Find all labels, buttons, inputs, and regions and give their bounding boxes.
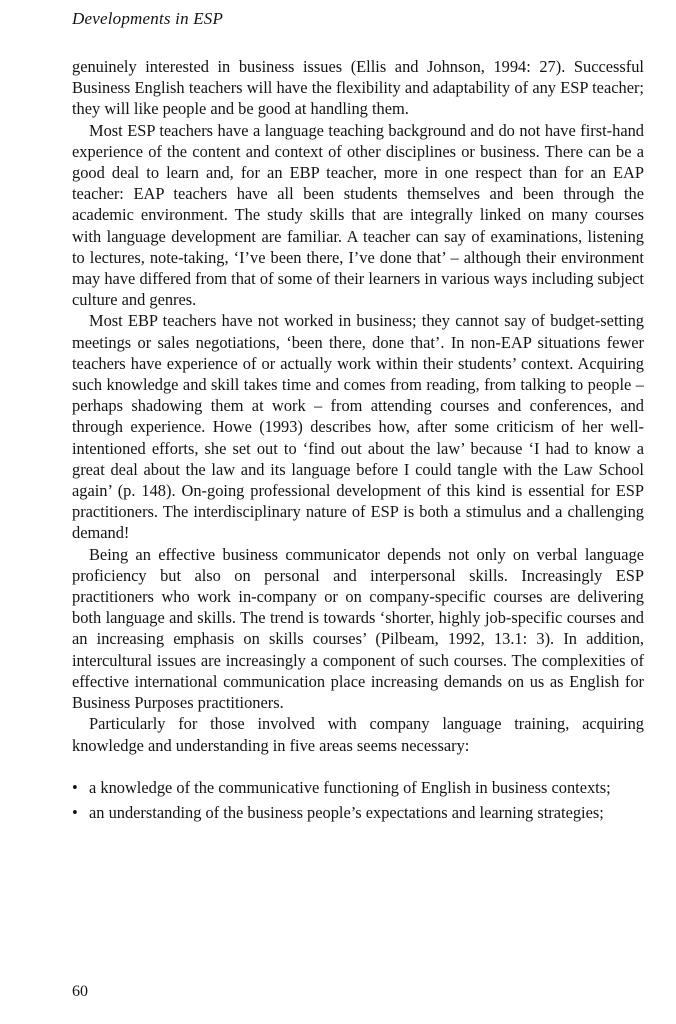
bullet-icon: • — [72, 802, 78, 822]
list-item — [72, 777, 644, 798]
paragraph-ebp-teachers: Most EBP teachers have not worked in business; they cannot say of budget-setting meetings or sales negotiations, ‘been there, done that’. In non-EAP situations fewer teachers have experience of or actually work within their students’ context. Acquiring such knowledge and skill takes time and comes from reading, from talking to people – perhaps shadowing them at work – from attending courses and conferences, and through experience. Howe (1993) describes how, after some criticism of her well-intentioned efforts, she set out to ‘find out about the law’ because ‘I had to know a great deal about the law and its language before I could tangle with the Law School again’ (p. 148). On-going professional development of this kind is essential for ESP practitioners. The interdisciplinary nature of ESP is both a stimulus and a challenging demand! — [72, 311, 644, 543]
bullet-list — [72, 777, 644, 823]
bullet-icon: • — [72, 777, 78, 797]
running-head: Developments in ESP — [72, 9, 224, 28]
page-number: 60 — [72, 983, 88, 1000]
paragraph-continuation: genuinely interested in business issues (Ellis and Johnson, 1994: 27). Successful Business English teachers will have the flexibility and adaptability of any ESP teacher; they will like people and be good at handling them. — [72, 57, 644, 119]
paragraph-business-communicator: Being an effective business communicator depends not only on verbal language proficiency but also on personal and interpersonal skills. Increasingly ESP practitioners who work in-company or on company-specific courses are delivering both language and skills. The trend is towards ‘shorter, highly job-specific courses and an increasing emphasis on skills courses’ (Pilbeam, 1992, 13.1: 3). In addition, intercultural issues are increasingly a component of such courses. The complexities of effective international communication place increasing demands on us as English for Business Purposes practitioners. — [72, 544, 644, 713]
list-item-text: a knowledge of the communicative functioning of English in business contexts; — [89, 777, 611, 797]
list-item — [72, 802, 644, 823]
paragraph-company-training: Particularly for those involved with company language training, acquiring knowledge and understanding in five areas seems necessary: — [72, 714, 644, 755]
list-item-text: an understanding of the business people’s expectations and learning strategies; — [89, 802, 604, 822]
paragraph-teacher-background: Most ESP teachers have a language teaching background and do not have first-hand experience of the content and context of other disciplines or business. There can be a good deal to learn and, for an EBP teacher, more in one respect than for an EAP teacher: EAP teachers have all been students themselves and been through the academic environment. The study skills that are integrally linked on many courses with language development are familiar. A teacher can say of examinations, listening to lectures, note-taking, ‘I’ve been there, I’ve done that’ – although their environment may have differed from that of some of their learners in various ways including subject culture and genres. — [72, 120, 644, 310]
book-page — [72, 8, 644, 827]
